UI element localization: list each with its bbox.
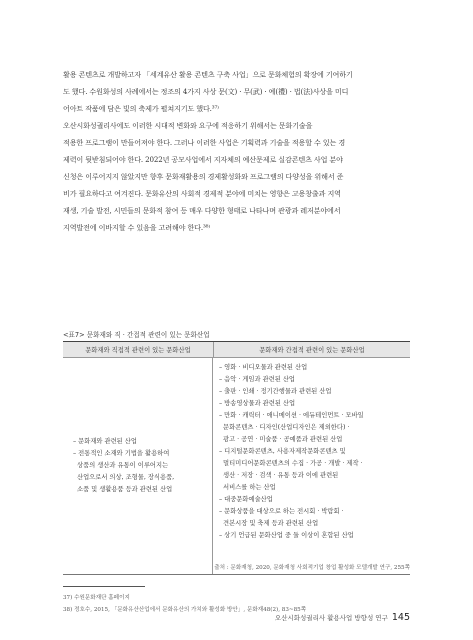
table-cell-line: – 상기 언급된 문화산업 중 둘 이상이 혼합된 산업	[219, 532, 354, 539]
table-cell-line: – 만화 · 캐릭터 · 애니메이션 · 에듀테인먼트 · 모바일	[219, 412, 364, 419]
table-cell-line: 서비스를 하는 산업	[219, 484, 276, 491]
footnotes	[63, 592, 306, 616]
text-line: 활용 콘텐츠로 개발하고자 「세계유산 활용 콘텐츠 구축 사업」으로 문화체험의 확장에 기여하기	[63, 70, 353, 79]
body-paragraph-1	[63, 66, 406, 117]
table-header-indirect: 문화재와 간접적 관련이 있는 문화산업	[259, 347, 365, 354]
text-line: 제력이 뒷받침되어야 한다. 2022년 공모사업에서 지자체의 예산문제로 실감콘텐츠 사업 분야	[63, 155, 343, 164]
table-source-note: 출처 : 문화재청, 2020, 문화재청 사회적기업 창업 활성화 모델개발 연구, 255쪽	[214, 565, 410, 571]
text-line: 지역발전에 이바지할 수 있음을 고려해야 한다.³⁸⁾	[63, 223, 210, 232]
table-cell-line: 견본시장 및 축제 등과 관련된 산업	[219, 520, 319, 527]
text-line: 신청은 이루어지지 않았지만 향후 문화재활용의 경제활성화와 프로그램의 다양성을 위해서 준	[63, 172, 344, 181]
table-cell-line: – 디지털문화콘텐츠, 사용자제작문화콘텐츠 및	[219, 448, 346, 455]
body-paragraph-2	[63, 117, 406, 236]
table-cell-line: – 대중문화예술산업	[219, 496, 273, 503]
table-cell-line: 소품 및 생활용품 등과 관련된 산업	[73, 486, 173, 493]
text-line: 적용한 프로그램이 만들어져야 한다. 그러나 이러한 사업은 기획력과 기술을 적용할 수 있는 경	[63, 138, 346, 147]
page-number: 145	[391, 612, 410, 623]
table-header-row	[63, 342, 410, 358]
table-cell-line: 생산 · 저장 · 검색 · 유통 등과 이에 관련된	[219, 472, 339, 479]
table-cell-line: – 전통적인 소재와 기법을 활용하여	[73, 450, 170, 457]
table-cell-line: – 문화재와 관련된 산업	[73, 438, 137, 445]
table-header-direct: 문화재와 직접적 관련이 있는 문화산업	[63, 342, 214, 357]
footnote-38: 38) 정호수, 2015, 「문화유산산업에서 문화유산의 가치와 활성화 방안」, 문화재48(2), 83~85쪽	[63, 607, 307, 613]
table-cell-line: 문화콘텐츠 · 디자인(산업디자인은 제외한다) ·	[219, 424, 350, 431]
footnote-37: 37) 수원문화재단 홈페이지	[63, 595, 130, 601]
page-footer	[275, 612, 410, 623]
table-cell-indirect	[213, 358, 410, 574]
table-cell-line: – 출판 · 인쇄 · 정기간행물과 관련된 산업	[219, 388, 332, 395]
table-cell-line: – 영화 · 비디오물과 관련된 산업	[219, 364, 308, 371]
footnote-divider	[63, 586, 145, 587]
running-title: 오산시화성궐리사 활용사업 방향성 연구	[274, 614, 388, 622]
table-cell-line: 광고 · 공연 · 미술품 · 공예품과 관련된 산업	[219, 436, 343, 443]
table-body-row	[63, 358, 410, 574]
table-cell-line: – 방송영상물과 관련된 산업	[219, 400, 296, 407]
table-cell-direct	[63, 358, 213, 574]
text-line: 도 했다. 수원화성의 사례에서는 정조의 4가지 사상 문(文) · 무(武) · 예(禮) · 법(法)사상을 미디	[63, 87, 349, 96]
table-cell-line: 멀티미디어문화콘텐츠의 수집 · 가공 · 개발 · 제작 ·	[219, 460, 363, 467]
text-line: 재생, 기술 발전, 시민들의 문화적 참여 등 매우 다양한 형태로 나타나며 관광과 레저분야에서	[63, 206, 341, 215]
table-caption: <표7> 문화재와 직 · 간접적 관련이 있는 문화산업	[63, 331, 210, 339]
text-line: 오산시화성궐리사에도 이러한 시대적 변화와 요구에 적응하기 위해서는 문화기술을	[63, 121, 313, 130]
table-cell-line: – 문화상품을 대상으로 하는 전시회 · 박람회 ·	[219, 508, 344, 515]
text-line: 어아트 작품에 담은 빛의 축제가 펼쳐지기도 했다.³⁷⁾	[63, 104, 219, 113]
cultural-industry-table	[63, 341, 410, 575]
text-line: 비가 필요하다고 여겨진다. 문화유산의 사회적 경제적 분야에 미치는 영향은 고용창출과 지역	[63, 189, 341, 198]
table-cell-line: 상품의 생산과 유통이 이루어지는	[73, 462, 169, 469]
table-cell-line: 산업으로서 의상, 조형물, 장식용품,	[73, 474, 175, 481]
table-cell-line: – 음악 · 게임과 관련된 산업	[219, 376, 295, 383]
